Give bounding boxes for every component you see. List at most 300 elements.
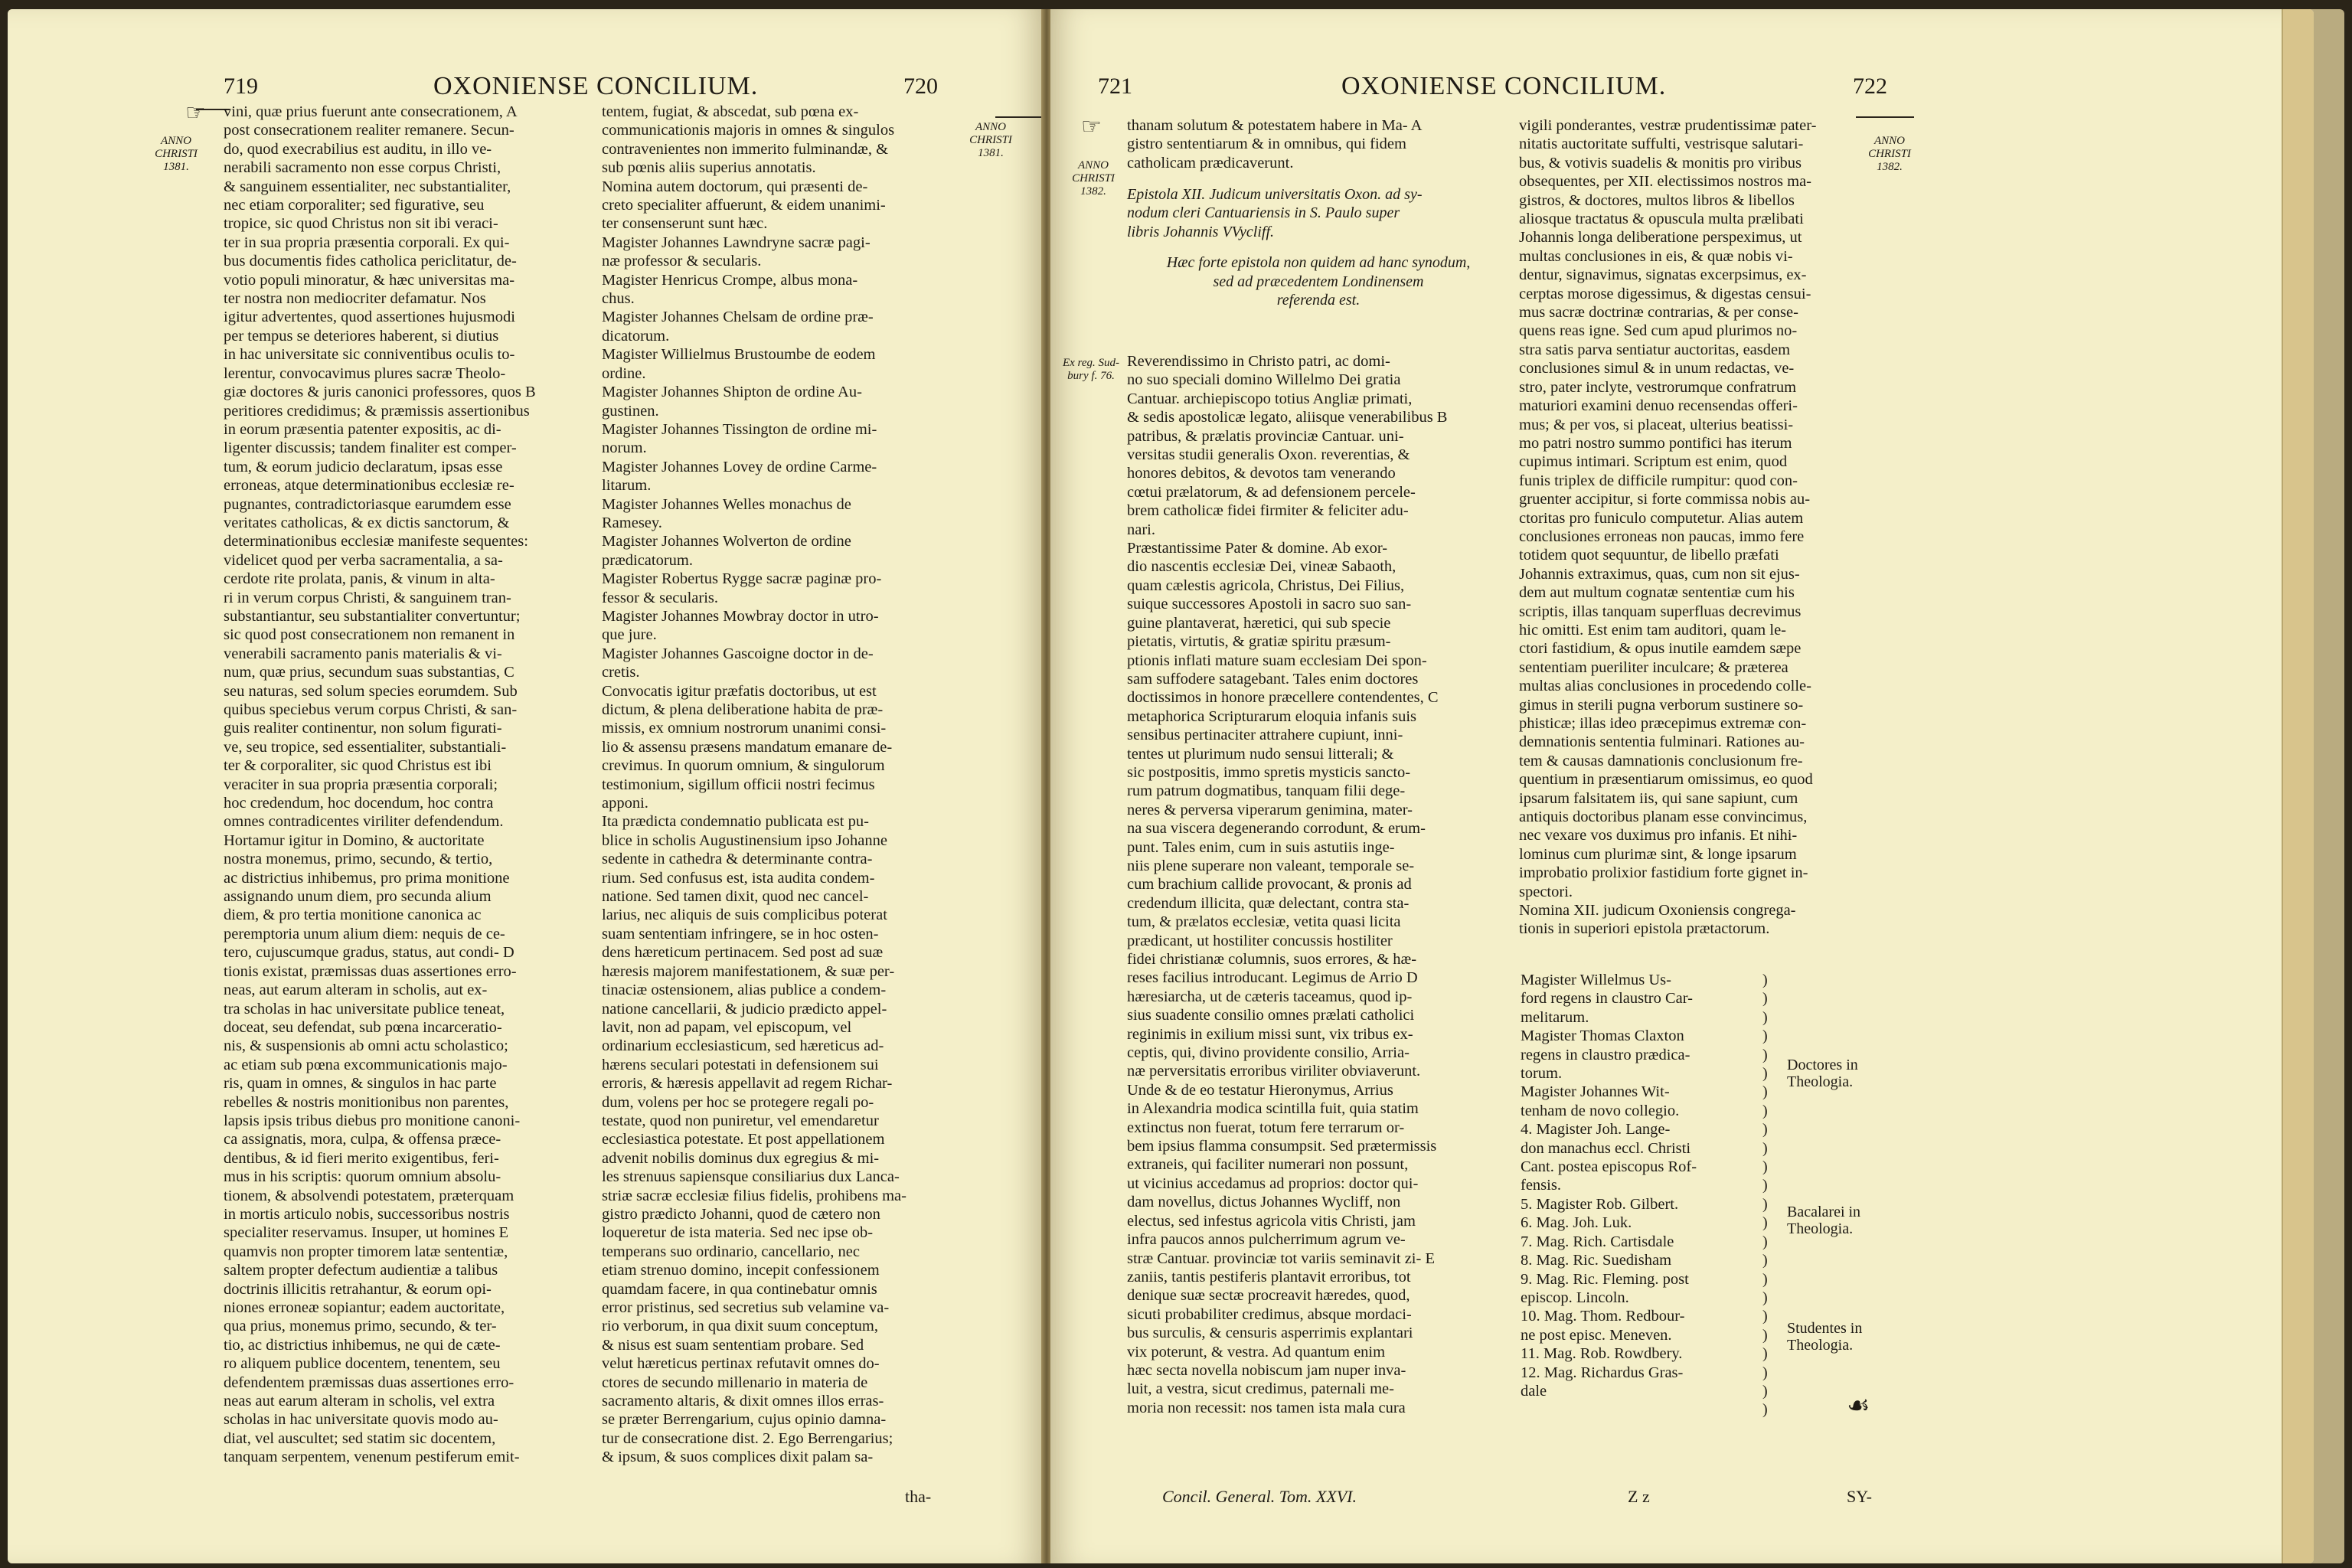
text-line: quamvis non propter timorem latæ sententiæ, — [224, 1243, 508, 1260]
text-line: spectori. — [1519, 883, 1573, 900]
text-line: ipsarum falsitatem iis, qui sane sapiunt, cum — [1519, 789, 1798, 807]
ornament-icon: ☙ — [1847, 1392, 1870, 1420]
text-line: lerentur, convocavimus plures sacræ Theolo- — [224, 364, 506, 382]
text-line: honores debitos, & devotos tam venerando — [1127, 465, 1396, 482]
text-line: assignando unum diem, pro secunda alium — [224, 888, 492, 906]
text-line: natione cancellarii, & judicio prædicto appel- — [602, 1000, 887, 1018]
judges-braces — [1762, 971, 1768, 1419]
text-line: reginimis in exilium missi sunt, vix tribus ex- — [1127, 1025, 1413, 1043]
brace-mark: ) — [1762, 1364, 1768, 1381]
catchword: tha- — [905, 1487, 932, 1506]
text-line: bus documentis fides catholica periclitatur, de- — [224, 253, 517, 270]
judges-list — [1521, 971, 1766, 1400]
text-line: sedente in cathedra & determinante contra- — [602, 851, 873, 868]
text-line: peritiores credidimus; & præmissis assertionibus — [224, 402, 530, 420]
text-line: don manachus eccl. Christi — [1521, 1139, 1691, 1157]
text-line: punt. Tales enim, cum in suis astutiis inge- — [1127, 838, 1395, 856]
text-line: temperans suo ordinario, cancellario, nec — [602, 1243, 860, 1260]
text-line: rum patrum dogmatibus, tanquam filii dege- — [1127, 782, 1406, 800]
text-line: phisticæ; illas ideo præcepimus extremæ con- — [1519, 715, 1807, 732]
margin-note-source: Ex reg. Sud- bury f. 76. — [1062, 357, 1119, 382]
text-line: tinaciæ ostensionem, alias publice a condem- — [602, 982, 887, 999]
text-line: demnationis sententia fulminari. Rationes au- — [1519, 733, 1805, 751]
text-line: dam novellus, dictus Johannes Wycliff, non — [1127, 1194, 1401, 1211]
text-line: ter consenserunt sunt hæc. — [602, 215, 768, 233]
page-number: 722 — [1853, 74, 1887, 99]
text-line: guine plantaverat, hæretici, qui sub specie — [1127, 614, 1391, 632]
page-edge — [2282, 9, 2314, 1563]
text-line: neas, aut earum alteram in scholis, aut ex- — [224, 982, 488, 999]
brace-mark: ) — [1762, 1308, 1768, 1325]
brace-mark: ) — [1762, 1139, 1768, 1157]
text-line: tur de consecratione dist. 2. Ego Berrengarius; — [602, 1429, 893, 1447]
text-line: Unde & de eo testatur Hieronymus, Arrius — [1127, 1081, 1393, 1099]
text-line: apponi. — [602, 795, 648, 812]
text-line: 7. Mag. Rich. Cartisdale — [1521, 1233, 1674, 1250]
text-line: veraciter in sua propria præsentia corporali; — [224, 776, 498, 793]
text-line: tentem, fugiat, & abscedat, sub pœna ex- — [602, 103, 859, 120]
text-line: cum brachium callide provocant, & pronis ad — [1127, 876, 1412, 893]
pointing-hand-icon: ☞ — [1081, 114, 1102, 139]
text-line: niis plene superare non valeant, temporale se- — [1127, 857, 1415, 874]
text-line: na sua viscera degenerando corrodunt, & erum- — [1127, 820, 1426, 838]
text-line: cretis. — [602, 664, 640, 681]
text-line: sius suadente consilio omnes prælati catholici — [1127, 1007, 1415, 1024]
text-line: seu naturas, sed solum species eorumdem. Sub — [224, 682, 518, 700]
text-line: doctissimos in honore præcellere contendentes, C — [1127, 689, 1439, 707]
text-line: lapsis ipsis tribus diebus pro monitione canoni- — [224, 1112, 521, 1129]
text-line: Magister Thomas Claxton — [1521, 1027, 1684, 1045]
text-line: etiam strenuo domino, incepit confessionem — [602, 1262, 880, 1279]
text-line: dicatorum. — [602, 327, 670, 345]
text-line: bus surculis, & censuris asperrimis explantari — [1127, 1325, 1413, 1342]
text-line: sacramento altaris, & dixit omnes illos erras- — [602, 1393, 884, 1410]
text-line: patribus, & prælatis provinciæ Cantuar. uni- — [1127, 427, 1404, 445]
text-line: lavit, non ad papam, vel episcopum, vel — [602, 1018, 852, 1036]
page-number: 719 — [224, 74, 258, 99]
text-line: cerdote rite prolata, panis, & vinum in alta- — [224, 570, 495, 588]
text-line: stro, pater inclyte, vestrorumque confratrum — [1519, 378, 1797, 396]
text-line: neas aut earum alteram in scholis, vel extra — [224, 1393, 495, 1410]
text-line: in hac universitate sic conniventibus oculis to- — [224, 346, 515, 364]
text-line: ter nostra non mediocriter defamatur. Nos — [224, 290, 486, 308]
text-column-b — [602, 103, 951, 1467]
text-line: rium. Sed confusus est, ista audita condem- — [602, 869, 875, 887]
text-line: tenham de novo collegio. — [1521, 1102, 1680, 1119]
text-line: advenit nobilis dominus dux egregius & mi- — [602, 1149, 880, 1167]
text-line: ve, seu tropice, sed essentialiter, substantiali- — [224, 738, 507, 756]
text-line: credendum illicita, quæ delectant, contra sta- — [1127, 894, 1410, 912]
text-line: bem ipsius flamma consumpsit. Sed prætermissis — [1127, 1138, 1437, 1155]
text-line: tionis existat, præmissas duas assertiones erro- — [224, 962, 517, 980]
rule — [995, 116, 1043, 118]
text-line: vini, quæ prius fuerunt ante consecrationem, A — [224, 103, 518, 120]
text-line: metaphorica Scripturarum eloquia infanis suis — [1127, 707, 1417, 725]
text-line: Cantuar. archiepiscopo totius Angliæ primati, — [1127, 390, 1413, 407]
text-column-b — [1519, 116, 1879, 939]
text-line: ter & corporaliter, sic quod Christus est ibi — [224, 757, 492, 775]
text-line: gustinen. — [602, 402, 659, 420]
brace-mark: ) — [1762, 1326, 1768, 1344]
text-line: stræ Cantuar. provinciæ tot variis seminavit zi- E — [1127, 1250, 1435, 1267]
brace-mark: ) — [1762, 1065, 1768, 1083]
text-line: dictum, & plena deliberatione habita de præ- — [602, 701, 884, 718]
text-line: 4. Magister Joh. Lange- — [1521, 1121, 1671, 1138]
text-line: 10. Mag. Thom. Redbour- — [1521, 1308, 1685, 1325]
text-line: pietatis, virtutis, & gratiæ spiritu præsum- — [1127, 633, 1391, 651]
text-line: tionis in superiori epistola prætactorum. — [1519, 920, 1770, 938]
text-line: Magister Willielmus Brustoumbe de eodem — [602, 346, 876, 364]
text-line: hoc credendum, hoc docendum, hoc contra — [224, 795, 494, 812]
text-line: sam suffodere satagebant. Tales enim doctores — [1127, 670, 1419, 688]
text-line: antiquis doctoribus planam esse convincimus, — [1519, 808, 1808, 826]
text-line: peremptoria unum alium diem: nequis de ce- — [224, 925, 505, 942]
text-line: contravenientes non immerito fulminandæ, & — [602, 140, 889, 158]
text-line: num, quæ prius, secundum suas substantias, C — [224, 664, 514, 681]
text-line: ceptis, qui, divino providente consilio, Arria- — [1127, 1044, 1410, 1062]
text-line: crevimus. In quorum omnium, & singulorum — [602, 757, 885, 775]
brace-mark: ) — [1762, 990, 1768, 1008]
text-line: tentes ut plurimum nudo sensui litterali; & — [1127, 745, 1394, 763]
epistle-title: Epistola XII. Judicum universitatis Oxon. ad sy- nodum cleri Cantuariensis in S. Paulo super libris Johannis VVycliff. — [1127, 186, 1423, 240]
text-line: nerabili sacramento non esse corpus Christi, — [224, 159, 501, 177]
text-line: sic quod post consecrationem non remanent in — [224, 626, 515, 644]
text-line: giæ doctores & juris canonici professores, quos B — [224, 384, 536, 401]
text-line: zaniis, tantis pestiferis plantavit erroribus, tot — [1127, 1268, 1411, 1285]
text-line: & ipsum, & suos complices dixit palam sa- — [602, 1449, 874, 1466]
brace-mark: ) — [1762, 1214, 1768, 1232]
text-line: tropice, sic quod Christus non sit ibi veraci- — [224, 215, 498, 233]
text-line: loqueretur de ista materia. Sed nec ipse ob- — [602, 1224, 874, 1242]
text-line: ecclesiastica potestate. Et post appellationem — [602, 1131, 885, 1148]
text-line: nostra monemus, primo, secundo, & tertio, — [224, 851, 493, 868]
text-line: maturiori examini denuo recensendas offeri- — [1519, 397, 1798, 415]
margin-note-year: ANNO CHRISTI 1381. — [969, 121, 1012, 159]
text-line: Magister Johannes Wolverton de ordine — [602, 533, 851, 550]
text-line: erroneas, atque determinationibus ecclesiæ re- — [224, 477, 514, 495]
text-column-a — [1127, 352, 1510, 1417]
text-line: ligenter discussis; tandem finaliter est comper- — [224, 439, 517, 457]
text-line: velut hæreticus pertinax refutavit omnes do- — [602, 1355, 880, 1373]
text-line: dio nascentis ecclesiæ Dei, vineæ Sabaoth, — [1127, 558, 1396, 576]
brace-mark: ) — [1762, 1195, 1768, 1213]
text-line: tum, & eorum judicio declaratum, ipsas esse — [224, 458, 503, 475]
text-line: Nomina XII. judicum Oxoniensis congrega- — [1519, 902, 1796, 920]
text-line: communicationis majoris in omnes & singulos — [602, 122, 895, 139]
text-line: guis realiter continentur, non solum figurati- — [224, 720, 502, 737]
text-line: veritates catholicas, & ex dictis sanctorum, & — [224, 514, 510, 531]
text-line: brem catholicæ fidei firmiter & feliciter adu- — [1127, 502, 1409, 520]
text-line: obsequentes, per XII. electissimos nostros ma- — [1519, 173, 1812, 191]
margin-note-year: ANNO CHRISTI 1382. — [1072, 159, 1115, 198]
text-line: ter in sua propria præsentia corporali. Ex qui- — [224, 234, 510, 251]
brace-mark: ) — [1762, 1121, 1768, 1138]
text-line: suique successores Apostoli in sacro suo san- — [1127, 596, 1412, 613]
footer-signature: Concil. General. Tom. XXVI. — [1162, 1487, 1357, 1506]
text-line: missis, ex omnium nostrorum unanimi consi- — [602, 720, 887, 737]
text-line: Johannis longa deliberatione perspeximus, ut — [1519, 229, 1802, 247]
text-line: Johannis extraximus, quas, cum non sit ejus- — [1519, 565, 1800, 583]
text-line: hic omitti. Est enim tam auditori, quam le- — [1519, 621, 1787, 639]
text-line: striæ sacræ ecclesiæ filius fidelis, prohibens ma- — [602, 1187, 906, 1204]
text-line: Magister Johannes Welles monachus de — [602, 495, 851, 513]
brace-mark: ) — [1762, 1345, 1768, 1363]
text-line: tionem, & absolvendi potestatem, præterquam — [224, 1187, 514, 1204]
text-line: gruenter accipitur, si forte commissa nobis au- — [1519, 491, 1811, 508]
text-line: se præter Berrengarium, cujus opinio damna- — [602, 1411, 887, 1429]
text-line: totidem quot sequuntur, de libello præfati — [1519, 547, 1779, 564]
text-line: Magister Johannes Lovey de ordine Carme- — [602, 458, 877, 475]
text-line: extraneis, qui faciliter numerari non possunt, — [1127, 1156, 1409, 1174]
text-line: ac etiam sub pœna excommunicationis majo- — [224, 1056, 508, 1073]
text-line: error pristinus, sed secretius sub velamine va- — [602, 1299, 890, 1316]
text-line: regens in claustro prædica- — [1521, 1046, 1690, 1063]
text-line: conclusiones simul & in unum redactas, ve- — [1519, 360, 1795, 377]
text-line: lio & assensu præsens mandatum emanare de- — [602, 738, 893, 756]
text-line: per tempus se deteriores haberent, si diutius — [224, 327, 499, 345]
text-line: chus. — [602, 290, 635, 308]
text-line: norum. — [602, 439, 647, 457]
text-line: do, quod execrabilius est auditu, in illo ve- — [224, 140, 492, 158]
text-line: Nomina autem doctorum, qui præsenti de- — [602, 178, 868, 195]
epistle-header — [1127, 179, 1510, 315]
text-line: sicuti probabiliter credimus, absque mordaci- — [1127, 1305, 1412, 1323]
text-line: ris, quam in omnes, & singulos in hac parte — [224, 1075, 497, 1093]
right-page — [1050, 9, 2314, 1563]
text-line: extinctus non fuerat, totum fere terrarum or- — [1127, 1119, 1405, 1136]
text-line: videlicet quod per verba sacramentalia, a sa- — [224, 551, 503, 569]
text-line: ptionis inflati mature suam ecclesiam Dei spon- — [1127, 652, 1427, 669]
text-line: 11. Mag. Rob. Rowdbery. — [1521, 1345, 1683, 1363]
brace-mark: ) — [1762, 1027, 1768, 1045]
left-page — [8, 9, 1043, 1563]
text-line: tio, ac districtius inhibemus, ne qui de cæte- — [224, 1336, 501, 1354]
group-label-doctors: Doctores in Theologia. — [1787, 1057, 1858, 1090]
text-line: qua prius, monemus primo, secundo, & ter- — [224, 1318, 497, 1335]
text-line: episcop. Lincoln. — [1521, 1289, 1629, 1306]
text-line: quentium in præsentiarum omissimus, eo quod — [1519, 771, 1813, 789]
text-line: thanam solutum & potestatem habere in Ma- A — [1127, 117, 1423, 134]
text-line: ac districtius inhibemus, pro prima monitione — [224, 869, 510, 887]
text-line: multas conclusiones in eis, & quæ nobis vi- — [1519, 247, 1793, 265]
open-book — [8, 9, 2344, 1563]
text-line: ut vicinius accedamus ad proprios: doctor qui- — [1127, 1174, 1419, 1192]
text-line: creto specialiter affuerunt, & eidem unanimi- — [602, 197, 886, 214]
text-line: dentibus, & id fieri merito exigentibus, feri- — [224, 1149, 499, 1167]
text-line: Magister Johannes Gascoigne doctor in de- — [602, 645, 874, 662]
text-line: omnes contradicentes viriliter defendendum. — [224, 813, 504, 831]
text-line: Magister Johannes Tissington de ordine mi- — [602, 420, 877, 438]
brace-mark: ) — [1762, 1083, 1768, 1101]
text-line: cœtui prælatorum, & ad defensionem percele- — [1127, 483, 1416, 501]
text-line: Convocatis igitur præfatis doctoribus, ut est — [602, 682, 877, 700]
text-line: vigili ponderantes, vestræ prudentissimæ pater- — [1519, 117, 1817, 134]
text-line: suam sententiam infringere, se in hoc osten- — [602, 925, 879, 942]
text-line: Magister Henricus Crompe, albus mona- — [602, 271, 858, 289]
text-line: ctoritas pro funiculo computetur. Alias autem — [1519, 509, 1804, 527]
text-line: dentur, signavimus, signatas excerpsimus, ex- — [1519, 266, 1807, 284]
brace-mark: ) — [1762, 1046, 1768, 1063]
text-line: Magister Johannes Mowbray doctor in utro- — [602, 607, 879, 625]
text-line: torum. — [1521, 1065, 1563, 1083]
text-line: Magister Robertus Rygge sacræ paginæ pro- — [602, 570, 882, 588]
group-label-bacalarei: Bacalarei in Theologia. — [1787, 1204, 1861, 1237]
text-line: sententiam pueriliter inculcare; & præterea — [1519, 658, 1788, 676]
text-line: defendentem præmissas duas assertiones erro- — [224, 1374, 514, 1391]
text-line: rebelles & nostris monitionibus non parentes, — [224, 1093, 509, 1111]
text-line: testate, quod non puniretur, vel emendaretur — [602, 1112, 879, 1129]
text-line: electus, sed infestus agricola vitis Christi, jam — [1127, 1212, 1416, 1230]
epistle-note: Hæc forte epistola non quidem ad hanc synodum, sed ad præcedentem Londinensem referenda est. — [1166, 254, 1471, 309]
text-line: ordinarium ecclesiasticum, sed hæreticus ad- — [602, 1037, 884, 1055]
text-line: ro aliquem publice docentem, tenentem, seu — [224, 1355, 501, 1373]
text-line: Magister Johannes Shipton de ordine Au- — [602, 384, 862, 401]
text-column-a-top — [1127, 116, 1510, 172]
signature-mark: Z z — [1628, 1487, 1650, 1506]
brace-mark: ) — [1762, 1233, 1768, 1250]
text-line: niones erroneæ sopiantur; eadem auctoritate, — [224, 1299, 505, 1316]
text-line: sub pœnis aliis superius annotatis. — [602, 159, 816, 177]
text-line: multas alias conclusiones in procedendo colle- — [1519, 678, 1811, 695]
brace-mark: ) — [1762, 1177, 1768, 1194]
text-line: gistros, & doctores, multos libros & libellos — [1519, 191, 1795, 209]
text-line: bus, & votivis suadelis & monitis pro viribus — [1519, 154, 1802, 172]
brace-mark: ) — [1762, 1252, 1768, 1269]
text-line: 9. Mag. Ric. Fleming. post — [1521, 1270, 1689, 1288]
text-line: Reverendissimo in Christo patri, ac domi- — [1127, 353, 1390, 370]
text-line: quibus speciebus verum corpus Christi, & san- — [224, 701, 518, 718]
text-line: vix poterunt, & vestra. Ad quantum enim — [1127, 1343, 1386, 1361]
text-line: catholicam prædicaverunt. — [1127, 154, 1294, 172]
text-line: hæresiarcha, ut de cæteris taceamus, quod ip- — [1127, 988, 1413, 1005]
text-line: luit, a vestra, sicut credimus, paternali me- — [1127, 1380, 1394, 1398]
text-line: sic postpositis, immo spretis mysticis sancto- — [1127, 763, 1411, 781]
text-line: 6. Mag. Joh. Luk. — [1521, 1214, 1632, 1232]
brace-mark: ) — [1762, 1270, 1768, 1288]
text-line: blice in scholis Augustinensium ipso Johanne — [602, 831, 887, 849]
text-line: Magister Willelmus Us- — [1521, 972, 1671, 988]
text-column-a — [224, 103, 574, 1467]
text-line: ca assignatis, mora, culpa, & offensa præce- — [224, 1131, 501, 1148]
text-line: tra scholas in hac universitate publice teneat, — [224, 1000, 505, 1018]
text-line: scholas in hac universitate quovis modo au- — [224, 1411, 498, 1429]
text-line: ctori fastidium, & opus inutile eamdem sæpe — [1519, 640, 1802, 658]
text-line: dem aut multum cognatæ sententiæ cum his — [1519, 584, 1795, 602]
text-line: nari. — [1127, 521, 1155, 538]
page-number: 721 — [1098, 74, 1132, 99]
brace-mark: ) — [1762, 1289, 1768, 1306]
text-line: aliosque tractatus & opuscula multa prælibati — [1519, 211, 1804, 228]
text-line: moria non recessit: nos tamen ista mala cura — [1127, 1399, 1406, 1416]
text-line: dens hæreticum pertinacem. Sed post ad suæ — [602, 944, 884, 962]
text-line: saltem propter defectum audientiæ a talibus — [224, 1262, 498, 1279]
text-line: rio verborum, in qua dixit suum conceptum, — [602, 1318, 878, 1335]
text-line: que jure. — [602, 626, 657, 644]
text-line: tem & causas damnationis conclusionum fre- — [1519, 752, 1803, 769]
pointing-hand-icon: ☞ — [185, 100, 206, 126]
text-line: versitas studii generalis Oxon. reverentias, & — [1127, 446, 1410, 464]
text-line: improbatio prolixior fastidium forte gignet in- — [1519, 864, 1808, 882]
page-number: 720 — [903, 74, 938, 99]
text-line: lominus cum plurimæ sint, & longe ipsarum — [1519, 845, 1797, 863]
text-line: mus sacræ doctrinæ contrarias, & per conse- — [1519, 304, 1798, 322]
running-head: OXONIENSE CONCILIUM. — [1341, 72, 1667, 100]
running-head: OXONIENSE CONCILIUM. — [433, 72, 759, 100]
text-line: & nisus est suam sententiam probare. Sed — [602, 1336, 864, 1354]
brace-mark: ) — [1762, 1401, 1768, 1419]
text-line: quam cælestis agricola, Christus, Dei Filius, — [1127, 577, 1405, 594]
text-line: testimonium, sigillum officii nostri fecimus — [602, 776, 875, 793]
text-line: Magister Johannes Lawndryne sacræ pagi- — [602, 234, 871, 251]
text-line: ne post episc. Meneven. — [1521, 1326, 1672, 1344]
text-line: cerptas morose digessimus, & digestas censui- — [1519, 285, 1811, 302]
text-line: prædicant, ut hostiliter concussis hostiliter — [1127, 932, 1393, 949]
text-line: tero, cujuscumque gradus, status, aut condi- D — [224, 944, 514, 962]
brace-mark: ) — [1762, 972, 1768, 988]
catchword: SY- — [1847, 1487, 1873, 1506]
group-label-students: Studentes in Theologia. — [1787, 1320, 1863, 1354]
text-line: mus in his scriptis: quorum omnium absolu- — [224, 1168, 501, 1186]
text-line: fensis. — [1521, 1177, 1561, 1194]
text-line: reses facilius introducant. Legimus de Arrio D — [1127, 969, 1418, 987]
text-line: post consecrationem realiter remanere. Secun- — [224, 122, 514, 139]
text-line: litarum. — [602, 477, 652, 495]
text-line: 5. Magister Rob. Gilbert. — [1521, 1195, 1679, 1213]
text-line: infra paucos annos pulcherrimum agrum ve- — [1127, 1231, 1406, 1249]
text-line: quamdam facere, in qua continebatur omnis — [602, 1280, 877, 1298]
margin-note-year: ANNO CHRISTI 1382. — [1868, 135, 1911, 173]
brace-mark: ) — [1762, 1158, 1768, 1176]
text-line: melitarum. — [1521, 1008, 1589, 1026]
text-line: larius, nec aliquis de suis complicibus poterat — [602, 906, 887, 924]
text-line: scriptis, illas tanquam superfluas decrevimus — [1519, 603, 1802, 620]
text-line: in eorum præsentia patenter expositis, ac di- — [224, 420, 501, 438]
text-line: fidei christianæ columnis, suos errores, & hæ- — [1127, 951, 1417, 968]
text-line: dale — [1521, 1382, 1547, 1400]
text-line: neres & perversa viperarum genimina, mater- — [1127, 801, 1413, 818]
brace-mark: ) — [1762, 1382, 1768, 1400]
text-line: erroris, & hæresis appellavit ad regem Richar- — [602, 1075, 893, 1093]
text-line: diem, & pro tertia monitione canonica ac — [224, 906, 482, 924]
text-line: specialiter reservamus. Insuper, ut homines E — [224, 1224, 509, 1242]
text-line: gistro prædicto Johanni, quod de cætero non — [602, 1205, 880, 1223]
text-line: mus; & per vos, si placeat, ulterius beatissi- — [1519, 416, 1794, 433]
text-line: funis triplex de difficile rumpitur: quod con- — [1519, 472, 1798, 489]
text-line: no suo speciali domino Willelmo Dei gratia — [1127, 371, 1401, 389]
text-line: 8. Mag. Ric. Suedisham — [1521, 1252, 1672, 1269]
text-line: tanquam serpentem, venenum pestiferum emit- — [224, 1449, 520, 1466]
text-line: nec etiam corporaliter; sed figurative, seu — [224, 197, 485, 214]
text-line: quens reas igne. Sed cum apud plurimos no- — [1519, 322, 1798, 340]
text-line: les strenuus sapiensque consiliarius dux Lanca- — [602, 1168, 900, 1186]
text-line: gimus in sterili pugna verborum sustinere so- — [1519, 696, 1804, 714]
text-line: tum, & prælatos ecclesiæ, vetita quasi licita — [1127, 913, 1401, 931]
text-line: ford regens in claustro Car- — [1521, 990, 1694, 1008]
text-line: hæresis majorem manifestationem, & suæ per- — [602, 962, 895, 980]
text-line: conclusiones erroneas non paucas, immo fere — [1519, 528, 1805, 545]
text-line: hærens seculari potestati in defensionem sui — [602, 1056, 879, 1073]
text-line: Magister Johannes Chelsam de ordine præ- — [602, 309, 874, 326]
text-line: ctores de secundo millenario in materia de — [602, 1374, 868, 1391]
text-line: Ramesey. — [602, 514, 662, 531]
text-line: nitatis auctoritate suffulti, vestrisque salutari- — [1519, 136, 1804, 153]
text-line: sensibus pertinaciter attrahere cupiunt, inni- — [1127, 727, 1403, 744]
text-line: doceat, seu defendat, sub pœna incarceratio- — [224, 1018, 502, 1036]
text-line: & sedis apostolicæ legato, aliisque venerabilibus B — [1127, 409, 1448, 426]
text-line: diat, vel auscultet; sed statim sic docentem, — [224, 1429, 496, 1447]
text-line: gistro sententiarum & in omnibus, qui fidem — [1127, 136, 1406, 153]
text-line: natione. Sed tamen dixit, quod nec cancel- — [602, 888, 869, 906]
